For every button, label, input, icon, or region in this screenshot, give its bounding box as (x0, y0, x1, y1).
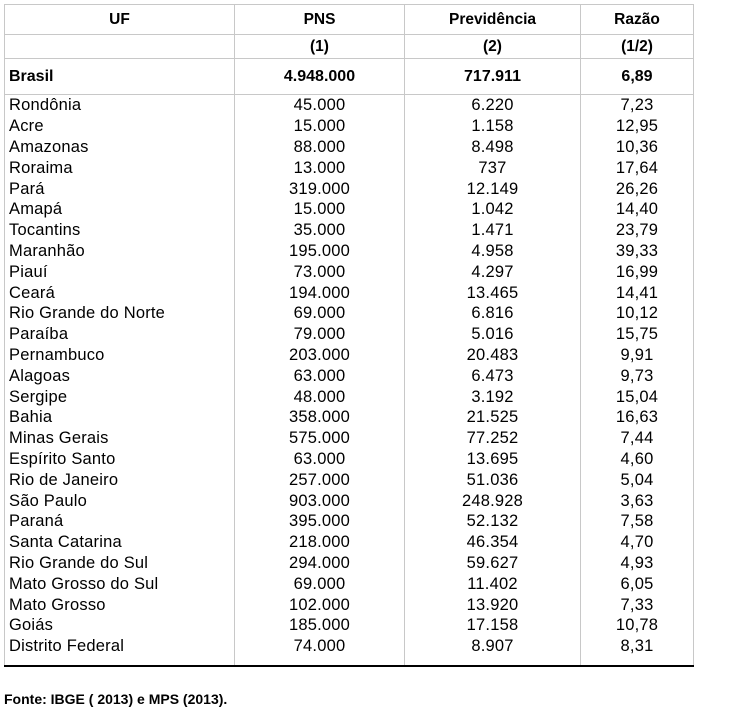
cell-pns: 48.000 (235, 386, 405, 407)
cell-razao: 10,12 (581, 303, 694, 324)
cell-previdencia: 13.920 (405, 594, 581, 615)
cell-uf: Ceará (5, 282, 235, 303)
cell-razao: 7,44 (581, 428, 694, 449)
cell-pns: 15.000 (235, 199, 405, 220)
cell-previdencia: 4.297 (405, 261, 581, 282)
cell-previdencia: 1.471 (405, 220, 581, 241)
subheader-pns: (1) (235, 35, 405, 59)
cell-uf: Santa Catarina (5, 532, 235, 553)
cell-uf: Mato Grosso (5, 594, 235, 615)
cell-pns: 63.000 (235, 449, 405, 470)
cell-pns: 73.000 (235, 261, 405, 282)
cell-uf: Tocantins (5, 220, 235, 241)
cell-previdencia: 13.695 (405, 449, 581, 470)
cell-razao: 23,79 (581, 220, 694, 241)
cell-razao: 26,26 (581, 178, 694, 199)
header-row (5, 5, 694, 35)
cell-pns: 575.000 (235, 428, 405, 449)
subheader-previdencia: (2) (405, 35, 581, 59)
cell-pns: 69.000 (235, 573, 405, 594)
cell-uf: Pará (5, 178, 235, 199)
subheader-uf (5, 35, 235, 59)
cell-pns: 102.000 (235, 594, 405, 615)
cell-uf: São Paulo (5, 490, 235, 511)
cell-pns: 185.000 (235, 615, 405, 636)
cell-uf: Bahia (5, 407, 235, 428)
cell-pns: 63.000 (235, 365, 405, 386)
cell-razao: 9,73 (581, 365, 694, 386)
cell-pns: 257.000 (235, 469, 405, 490)
cell-pns: 294.000 (235, 553, 405, 574)
cell-previdencia: 52.132 (405, 511, 581, 532)
cell-pns: 88.000 (235, 137, 405, 158)
cell-pns: 203.000 (235, 345, 405, 366)
table-row (5, 449, 694, 470)
cell-previdencia: 20.483 (405, 345, 581, 366)
cell-uf: Roraima (5, 157, 235, 178)
cell-uf: Paraíba (5, 324, 235, 345)
cell-uf: Amazonas (5, 137, 235, 158)
cell-uf: Maranhão (5, 241, 235, 262)
table-row (5, 469, 694, 490)
cell-uf: Goiás (5, 615, 235, 636)
cell-uf: Distrito Federal (5, 636, 235, 657)
cell-razao: 10,78 (581, 615, 694, 636)
table-row (5, 594, 694, 615)
cell-razao: 16,99 (581, 261, 694, 282)
table-row (5, 199, 694, 220)
cell-uf: Rio Grande do Sul (5, 553, 235, 574)
cell-razao: 4,93 (581, 553, 694, 574)
header-previdencia: Previdência (405, 5, 581, 35)
cell-razao: 3,63 (581, 490, 694, 511)
cell-uf: Acre (5, 116, 235, 137)
table-row (5, 241, 694, 262)
table-row (5, 386, 694, 407)
cell-razao: 9,91 (581, 345, 694, 366)
total-pns: 4.948.000 (235, 59, 405, 95)
cell-uf: Sergipe (5, 386, 235, 407)
cell-pns: 15.000 (235, 116, 405, 137)
cell-uf: Minas Gerais (5, 428, 235, 449)
table-row (5, 261, 694, 282)
cell-previdencia: 59.627 (405, 553, 581, 574)
cell-uf: Rio de Janeiro (5, 469, 235, 490)
cell-previdencia: 13.465 (405, 282, 581, 303)
cell-pns: 74.000 (235, 636, 405, 657)
cell-previdencia: 4.958 (405, 241, 581, 262)
cell-pns: 319.000 (235, 178, 405, 199)
cell-previdencia: 21.525 (405, 407, 581, 428)
table-row (5, 178, 694, 199)
table-row (5, 553, 694, 574)
cell-uf: Paraná (5, 511, 235, 532)
cell-pns: 218.000 (235, 532, 405, 553)
header-pns: PNS (235, 5, 405, 35)
cell-previdencia: 248.928 (405, 490, 581, 511)
cell-pns: 69.000 (235, 303, 405, 324)
table-row (5, 407, 694, 428)
cell-razao: 17,64 (581, 157, 694, 178)
cell-previdencia: 3.192 (405, 386, 581, 407)
total-razao: 6,89 (581, 59, 694, 95)
cell-razao: 12,95 (581, 116, 694, 137)
cell-previdencia: 6.816 (405, 303, 581, 324)
cell-previdencia: 51.036 (405, 469, 581, 490)
cell-previdencia: 77.252 (405, 428, 581, 449)
cell-previdencia: 8.907 (405, 636, 581, 657)
table-row (5, 137, 694, 158)
subheader-row (5, 35, 694, 59)
cell-razao: 14,41 (581, 282, 694, 303)
table-row (5, 511, 694, 532)
cell-razao: 15,04 (581, 386, 694, 407)
table-row (5, 116, 694, 137)
subheader-razao: (1/2) (581, 35, 694, 59)
table-row (5, 490, 694, 511)
cell-razao: 16,63 (581, 407, 694, 428)
cell-previdencia: 11.402 (405, 573, 581, 594)
cell-previdencia: 737 (405, 157, 581, 178)
cell-previdencia: 1.042 (405, 199, 581, 220)
cell-uf: Amapá (5, 199, 235, 220)
cell-razao: 8,31 (581, 636, 694, 657)
cell-razao: 7,58 (581, 511, 694, 532)
cell-previdencia: 46.354 (405, 532, 581, 553)
table-row (5, 365, 694, 386)
source-note: Fonte: IBGE ( 2013) e MPS (2013). (4, 691, 228, 707)
cell-pns: 79.000 (235, 324, 405, 345)
cell-razao: 5,04 (581, 469, 694, 490)
table-row (5, 324, 694, 345)
table-row (5, 345, 694, 366)
table-row (5, 303, 694, 324)
table-row (5, 532, 694, 553)
cell-razao: 6,05 (581, 573, 694, 594)
table-row (5, 282, 694, 303)
cell-previdencia: 12.149 (405, 178, 581, 199)
table-row (5, 95, 694, 116)
cell-uf: Rondônia (5, 95, 235, 116)
cell-previdencia: 8.498 (405, 137, 581, 158)
cell-uf: Alagoas (5, 365, 235, 386)
cell-pns: 194.000 (235, 282, 405, 303)
cell-pns: 195.000 (235, 241, 405, 262)
total-previdencia: 717.911 (405, 59, 581, 95)
cell-razao: 39,33 (581, 241, 694, 262)
cell-pns: 45.000 (235, 95, 405, 116)
cell-previdencia: 1.158 (405, 116, 581, 137)
table-footer-rule (5, 657, 694, 666)
cell-previdencia: 6.473 (405, 365, 581, 386)
cell-previdencia: 17.158 (405, 615, 581, 636)
header-razao: Razão (581, 5, 694, 35)
table-row (5, 573, 694, 594)
table-row (5, 428, 694, 449)
cell-pns: 358.000 (235, 407, 405, 428)
cell-previdencia: 6.220 (405, 95, 581, 116)
cell-pns: 395.000 (235, 511, 405, 532)
cell-uf: Piauí (5, 261, 235, 282)
cell-razao: 4,60 (581, 449, 694, 470)
cell-uf: Espírito Santo (5, 449, 235, 470)
cell-razao: 15,75 (581, 324, 694, 345)
table-row (5, 220, 694, 241)
header-uf: UF (5, 5, 235, 35)
table-row (5, 636, 694, 657)
cell-pns: 35.000 (235, 220, 405, 241)
data-table (4, 4, 694, 667)
cell-previdencia: 5.016 (405, 324, 581, 345)
cell-pns: 13.000 (235, 157, 405, 178)
total-row (5, 59, 694, 95)
cell-razao: 7,23 (581, 95, 694, 116)
cell-uf: Pernambuco (5, 345, 235, 366)
table-row (5, 157, 694, 178)
cell-razao: 14,40 (581, 199, 694, 220)
cell-pns: 903.000 (235, 490, 405, 511)
cell-razao: 4,70 (581, 532, 694, 553)
total-uf: Brasil (5, 59, 235, 95)
cell-uf: Rio Grande do Norte (5, 303, 235, 324)
table-row (5, 615, 694, 636)
cell-razao: 10,36 (581, 137, 694, 158)
cell-uf: Mato Grosso do Sul (5, 573, 235, 594)
cell-razao: 7,33 (581, 594, 694, 615)
